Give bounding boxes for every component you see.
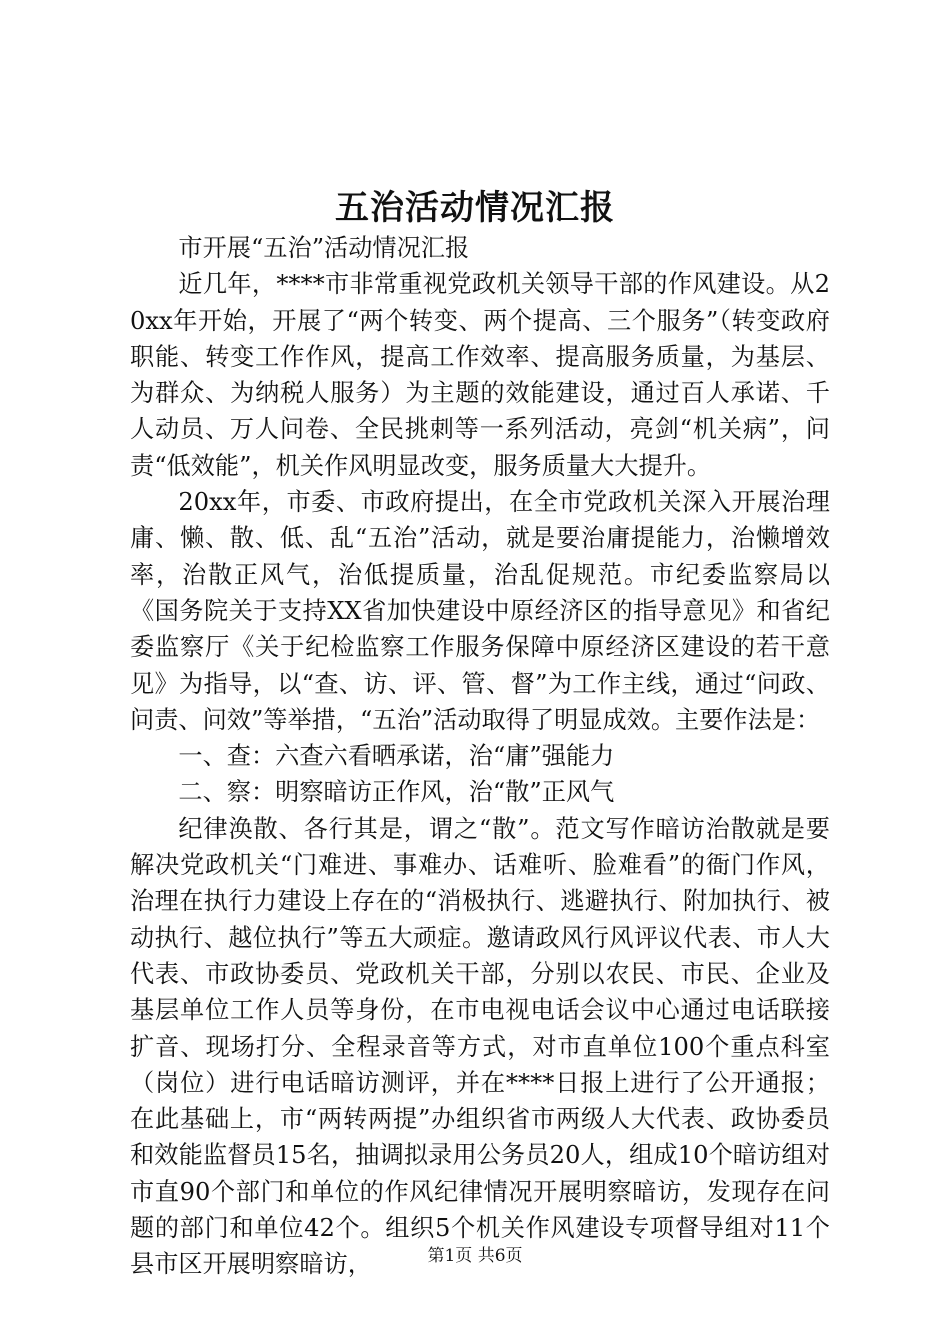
subtitle-paragraph: 市开展“五治”活动情况汇报 (178, 234, 470, 262)
page-footer: 第1页 共6页 (427, 1246, 523, 1266)
document-body (130, 230, 830, 1283)
section-heading: 一、查：六查六看晒承诺，治“庸”强能力 (178, 742, 615, 771)
body-paragraph: 纪律涣散、各行其是，谓之“散”。范文写作暗访治散就是要解决党政机关“门难进、事难办、话难听、脸难看”的衙门作风，治理在执行力建设上存在的“消极执行、逃避执行、附加执行、被动执行、越位执行”等五大顽症。邀请政风行风评议代表、市人大代表、市政协委员、党政机关干部，分别以农民、市民、企业及基层单位工作人员等身份，在市电视电话会议中心通过电话联接扩音、现场打分、全程录音等方式，对市直单位100个重点科室（岗位）进行电话暗访测评，并在****日报上进行了公开通报；在此基础上，市“两转两提”办组织省市两级人大代表、政协委员和效能监督员15名，抽调拟录用公务员20人，组成10个暗访组对市直90个部门和单位的作风纪律情况开展明察暗访，发现存在问题的部门和单位42个。组织5个机关作风建设专项督导组对11个县市区开展明察暗访， (130, 814, 830, 1279)
section-heading: 二、察：明察暗访正作风，治“散”正风气 (178, 778, 615, 807)
body-paragraph: 近几年，****市非常重视党政机关领导干部的作风建设。从20xx年开始，开展了“两个转变、两个提高、三个服务”（转变政府职能、转变工作作风，提高工作效率、提高服务质量，为基层、为群众、为纳税人服务）为主题的效能建设，通过百人承诺、千人动员、万人问卷、全民挑刺等一系列活动，亮剑“机关病”，问责“低效能”，机关作风明显改变，服务质量大大提升。 (130, 270, 830, 480)
document-title: 五治活动情况汇报 (335, 188, 615, 228)
body-paragraph: 20xx年，市委、市政府提出，在全市党政机关深入开展治理庸、懒、散、低、乱“五治”活动，就是要治庸提能力，治懒增效率，治散正风气，治低提质量，治乱促规范。市纪委监察局以《国务院关于支持XX省加快建设中原经济区的指导意见》和省纪委监察厅《关于纪检监察工作服务保障中原经济区建设的若干意见》为指导，以“查、访、评、管、督”为工作主线，通过“问政、问责、问效”等举措，“五治”活动取得了明显成效。主要作法是： (130, 488, 830, 734)
